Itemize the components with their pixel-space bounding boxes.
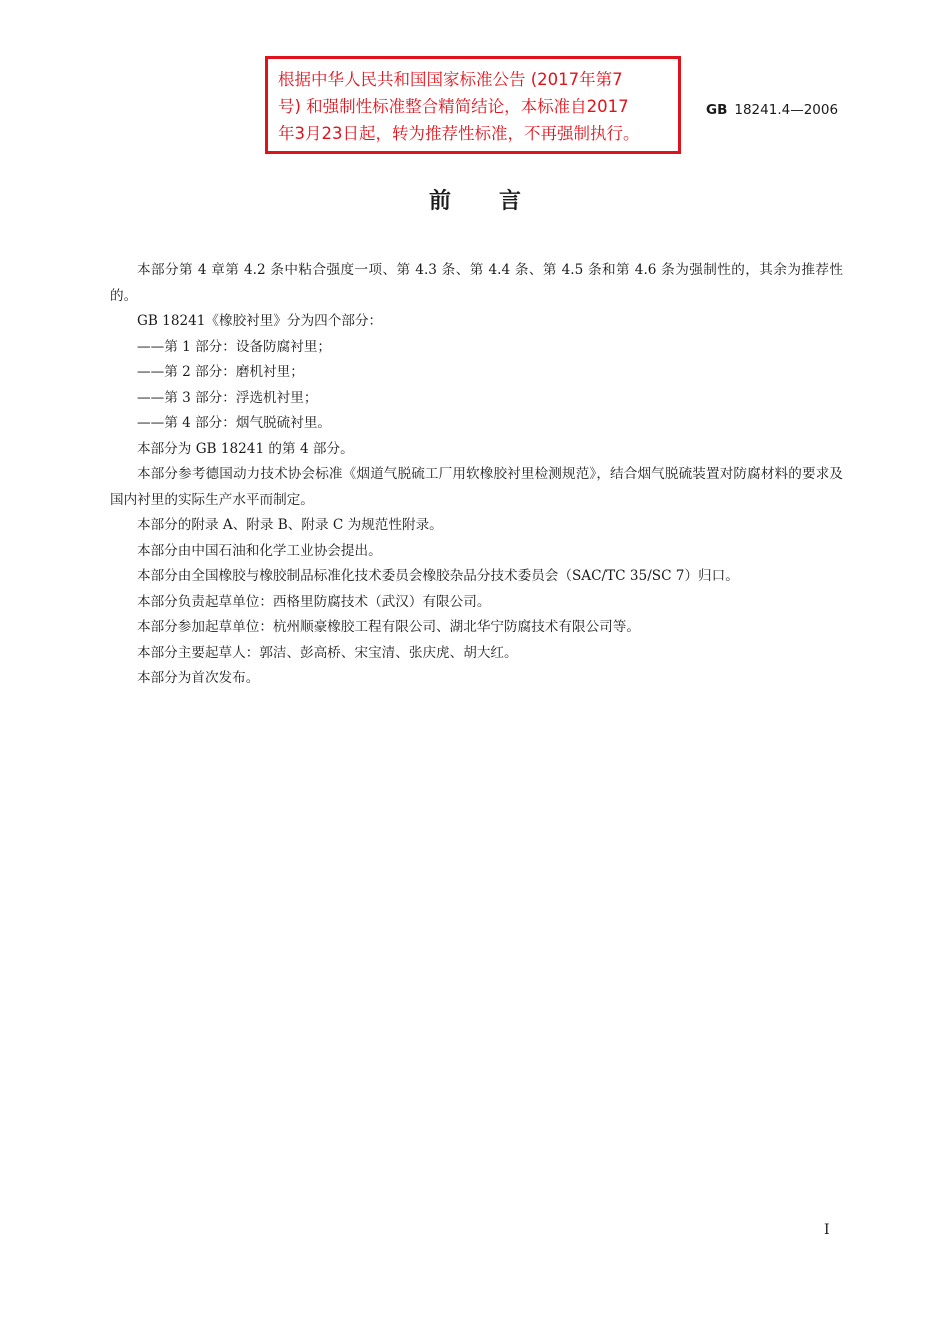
page-title: 前言 [428,189,569,214]
paragraph: 本部分第 4 章第 4.2 条中粘合强度一项、第 4.3 条、第 4.4 条、第 4.5 条和第 4.6 条为强制性的，其余为推荐性的。 [110,262,843,304]
paragraph: 本部分为首次发布。 [137,670,260,686]
notice-line-2: 号) 和强制性标准整合精简结论，本标准自2017 [278,97,629,116]
paragraph: 本部分参加起草单位：杭州顺豪橡胶工程有限公司、湖北华宁防腐技术有限公司等。 [137,619,640,635]
paragraph: 本部分由中国石油和化学工业协会提出。 [137,542,382,559]
paragraph: GB 18241《橡胶衬里》分为四个部分： [137,313,383,329]
standard-number: 18241.4—2006 [734,102,839,118]
paragraph: 本部分的附录 A、附录 B、附录 C 为规范性附录。 [137,517,443,533]
page-number: I [824,1222,830,1238]
list-item: ——第 3 部分：浮选机衬里； [137,389,318,406]
paragraph: 本部分由全国橡胶与橡胶制品标准化技术委员会橡胶杂品分技术委员会（SAC/TC 35/SC 7）归口。 [137,568,739,584]
list-item: ——第 4 部分：烟气脱硫衬里。 [137,415,332,431]
paragraph: 本部分负责起草单位：西格里防腐技术（武汉）有限公司。 [137,593,491,610]
paragraph: 本部分参考德国动力技术协会标准《烟道气脱硫工厂用软橡胶衬里检测规范》，结合烟气脱硫装置对防腐材料的要求及国内衬里的实际生产水平而制定。 [110,466,843,508]
standard-status-notice [265,56,681,154]
standard-prefix: GB [706,102,728,118]
paragraph: 本部分为 GB 18241 的第 4 部分。 [137,440,354,457]
standard-code [706,102,838,118]
paragraph: 本部分主要起草人：郭洁、彭高桥、宋宝清、张庆虎、胡大红。 [137,644,518,661]
notice-line-3: 年3月23日起，转为推荐性标准，不再强制执行。 [278,124,640,143]
list-item: ——第 1 部分：设备防腐衬里； [137,338,332,355]
notice-line-1: 根据中华人民共和国国家标准公告 (2017年第7 [278,70,623,89]
foreword-body [110,258,843,692]
list-item: ——第 2 部分：磨机衬里； [137,364,304,380]
